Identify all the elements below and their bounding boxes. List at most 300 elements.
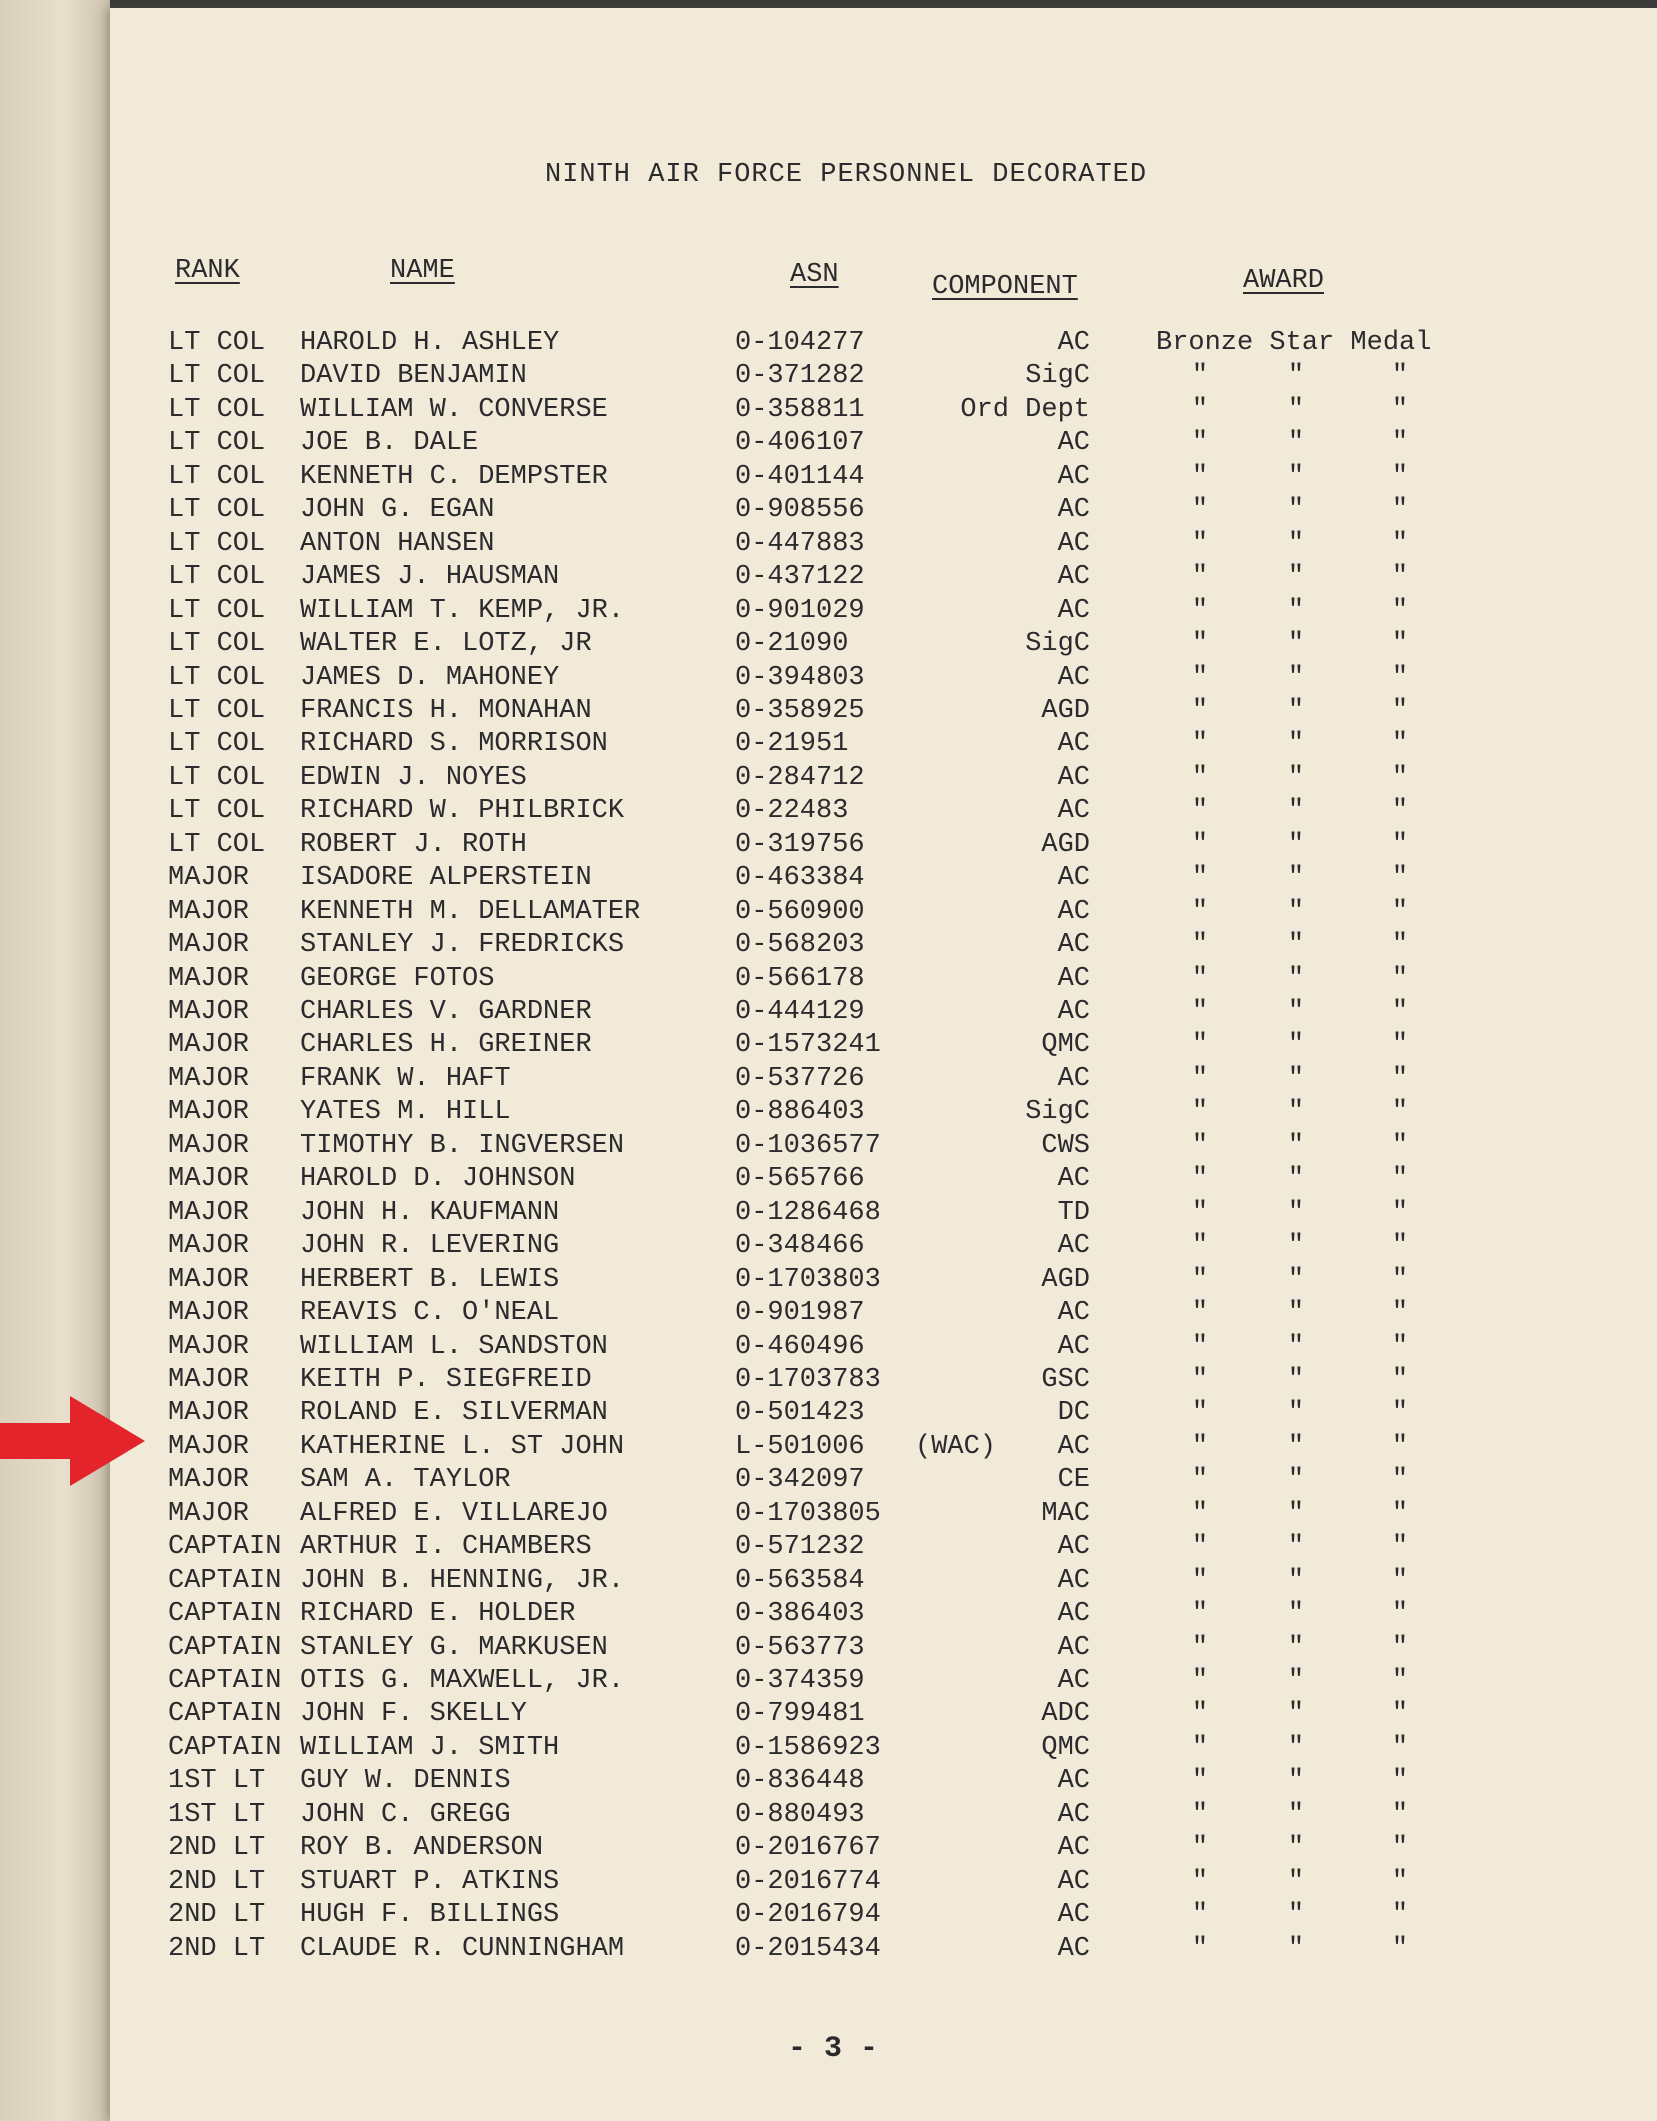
asn-cell: 0-1586923: [735, 1732, 881, 1763]
table-row: [0, 763, 1657, 796]
award-ditto-2: ": [1287, 997, 1305, 1027]
component-cell: AC: [1057, 1833, 1090, 1864]
award-ditto-1: ": [1191, 1565, 1209, 1596]
award-ditto-2: ": [1287, 461, 1305, 492]
award-ditto-1: ": [1191, 1197, 1209, 1228]
award-ditto-3: ": [1391, 1565, 1409, 1596]
name-cell: JOHN G. EGAN: [300, 495, 495, 526]
name-cell: TIMOTHY B. INGVERSEN: [300, 1130, 625, 1161]
name-cell: JOHN R. LEVERING: [300, 1231, 560, 1262]
award-ditto-2: ": [1287, 1632, 1305, 1663]
rank-cell: CAPTAIN: [168, 1532, 282, 1563]
award-ditto-3: ": [1391, 1465, 1409, 1496]
name-cell: HERBERT B. LEWIS: [300, 1264, 560, 1295]
award-ditto-3: ": [1391, 1498, 1409, 1529]
name-cell: WALTER E. LOTZ, JR: [300, 629, 592, 660]
name-cell: HUGH F. BILLINGS: [300, 1900, 560, 1931]
rank-cell: MAJOR: [168, 997, 250, 1027]
name-cell: KATHERINE L. ST JOHN: [300, 1431, 625, 1462]
name-cell: JOHN C. GREGG: [300, 1799, 511, 1830]
award-ditto-3: ": [1391, 762, 1409, 793]
rank-cell: LT COL: [168, 428, 266, 459]
component-cell: AC: [1057, 796, 1090, 827]
rank-cell: MAJOR: [168, 1431, 250, 1462]
award-ditto-3: ": [1391, 1197, 1409, 1228]
table-row: [0, 1398, 1657, 1431]
award-ditto-3: ": [1391, 662, 1409, 693]
table-row: [0, 1532, 1657, 1565]
award-ditto-1: ": [1191, 1599, 1209, 1630]
rank-cell: LT COL: [168, 829, 266, 860]
asn-cell: 0-447883: [735, 528, 865, 559]
header-asn: ASN: [790, 260, 839, 290]
award-ditto-1: ": [1191, 1532, 1209, 1563]
award-ditto-1: ": [1191, 896, 1209, 927]
award-ditto-1: ": [1191, 629, 1209, 660]
name-cell: JAMES J. HAUSMAN: [300, 562, 560, 593]
rank-cell: MAJOR: [168, 1197, 250, 1228]
component-cell: AC: [1057, 1565, 1090, 1596]
award-ditto-3: ": [1391, 1130, 1409, 1161]
asn-cell: 0-401144: [735, 461, 865, 492]
award-ditto-2: ": [1287, 1900, 1305, 1931]
award-ditto-3: ": [1391, 595, 1409, 626]
award-ditto-3: ": [1391, 1532, 1409, 1563]
name-cell: ISADORE ALPERSTEIN: [300, 863, 592, 894]
award-ditto-2: ": [1287, 1130, 1305, 1161]
award-ditto-3: ": [1391, 394, 1409, 425]
table-row: [0, 663, 1657, 696]
award-ditto-1: ": [1191, 1799, 1209, 1830]
component-cell: AC: [1057, 528, 1090, 559]
document-title: NINTH AIR FORCE PERSONNEL DECORATED: [545, 160, 1148, 190]
award-ditto-2: ": [1287, 1465, 1305, 1496]
award-ditto-3: ": [1391, 1398, 1409, 1429]
award-ditto-2: ": [1287, 1699, 1305, 1730]
name-cell: ROLAND E. SILVERMAN: [300, 1398, 608, 1429]
component-cell: TD: [1057, 1197, 1090, 1228]
award-ditto-2: ": [1287, 629, 1305, 660]
component-cell: AC: [1057, 1599, 1090, 1630]
award-ditto-2: ": [1287, 1364, 1305, 1395]
award-ditto-1: ": [1191, 1063, 1209, 1094]
component-cell: AGD: [1041, 829, 1090, 860]
award-ditto-1: ": [1191, 1900, 1209, 1931]
award-ditto-3: ": [1391, 695, 1409, 726]
award-ditto-2: ": [1287, 796, 1305, 827]
table-row: [0, 361, 1657, 394]
table-row: [0, 897, 1657, 930]
component-cell: AC: [1057, 495, 1090, 526]
rank-cell: CAPTAIN: [168, 1732, 282, 1763]
table-row: [0, 696, 1657, 729]
award-ditto-1: ": [1191, 963, 1209, 994]
table-row: [0, 328, 1657, 361]
rank-cell: MAJOR: [168, 896, 250, 927]
asn-cell: 0-571232: [735, 1532, 865, 1563]
asn-cell: 0-406107: [735, 428, 865, 459]
table-row: [0, 1432, 1657, 1465]
award-ditto-3: ": [1391, 461, 1409, 492]
award-ditto-1: ": [1191, 1666, 1209, 1696]
table-row: [0, 964, 1657, 997]
component-cell: AC: [1057, 662, 1090, 693]
award-ditto-2: ": [1287, 1766, 1305, 1797]
component-cell: SigC: [1025, 1097, 1090, 1128]
award-ditto-3: ": [1391, 1833, 1409, 1864]
table-row: [0, 1499, 1657, 1532]
name-cell: YATES M. HILL: [300, 1097, 511, 1128]
award-cell: Bronze Star Medal: [1156, 328, 1432, 358]
component-cell: SigC: [1025, 629, 1090, 660]
award-ditto-2: ": [1287, 1331, 1305, 1362]
award-ditto-1: ": [1191, 1097, 1209, 1128]
award-ditto-3: ": [1391, 1799, 1409, 1830]
page-top-edge: [110, 0, 1657, 8]
award-ditto-3: ": [1391, 1632, 1409, 1663]
name-cell: STUART P. ATKINS: [300, 1866, 560, 1897]
award-ditto-3: ": [1391, 863, 1409, 894]
header-award: AWARD: [1243, 266, 1325, 296]
component-cell: AC: [1057, 762, 1090, 793]
award-ditto-1: ": [1191, 1632, 1209, 1663]
table-row: [0, 1365, 1657, 1398]
component-cell: AC: [1057, 428, 1090, 459]
award-ditto-3: ": [1391, 1063, 1409, 1094]
name-cell: WILLIAM T. KEMP, JR.: [300, 595, 625, 626]
award-ditto-3: ": [1391, 1264, 1409, 1295]
award-ditto-3: ": [1391, 1599, 1409, 1630]
award-ditto-1: ": [1191, 428, 1209, 459]
asn-cell: 0-2016774: [735, 1866, 881, 1897]
table-row: [0, 1064, 1657, 1097]
award-ditto-1: ": [1191, 930, 1209, 961]
component-cell: AGD: [1041, 1264, 1090, 1295]
asn-cell: 0-463384: [735, 863, 865, 894]
table-row: [0, 1164, 1657, 1197]
table-row: [0, 1733, 1657, 1766]
table-row: [0, 1332, 1657, 1365]
header-rank: RANK: [175, 256, 240, 286]
table-row: [0, 1699, 1657, 1732]
award-ditto-3: ": [1391, 1030, 1409, 1061]
award-ditto-2: ": [1287, 1866, 1305, 1897]
asn-cell: 0-374359: [735, 1666, 865, 1696]
table-row: [0, 1666, 1657, 1699]
component-cell: AC: [1057, 729, 1090, 760]
asn-cell: 0-908556: [735, 495, 865, 526]
asn-cell: 0-901987: [735, 1298, 865, 1329]
award-ditto-1: ": [1191, 729, 1209, 760]
award-ditto-2: ": [1287, 1298, 1305, 1329]
award-ditto-3: ": [1391, 1431, 1409, 1462]
component-cell: AC: [1057, 930, 1090, 961]
award-ditto-3: ": [1391, 1331, 1409, 1362]
award-ditto-1: ": [1191, 394, 1209, 425]
asn-cell: 0-1036577: [735, 1130, 881, 1161]
name-cell: JOE B. DALE: [300, 428, 479, 459]
award-ditto-1: ": [1191, 562, 1209, 593]
table-row: [0, 1131, 1657, 1164]
award-ditto-1: ": [1191, 1933, 1209, 1964]
table-row: [0, 1900, 1657, 1933]
rank-cell: MAJOR: [168, 1364, 250, 1395]
award-ditto-3: ": [1391, 997, 1409, 1027]
component-cell: AC: [1057, 963, 1090, 994]
component-cell: AC: [1057, 1532, 1090, 1563]
award-ditto-2: ": [1287, 1030, 1305, 1061]
asn-cell: 0-358925: [735, 695, 865, 726]
award-ditto-2: ": [1287, 1197, 1305, 1228]
award-ditto-2: ": [1287, 1498, 1305, 1529]
award-ditto-2: ": [1287, 896, 1305, 927]
name-cell: CLAUDE R. CUNNINGHAM: [300, 1933, 625, 1964]
award-ditto-2: ": [1287, 863, 1305, 894]
name-cell: RICHARD E. HOLDER: [300, 1599, 576, 1630]
asn-cell: 0-358811: [735, 394, 865, 425]
asn-cell: 0-1703783: [735, 1364, 881, 1395]
asn-cell: 0-886403: [735, 1097, 865, 1128]
award-ditto-3: ": [1391, 1097, 1409, 1128]
component-cell: Ord Dept: [960, 394, 1090, 425]
award-ditto-1: ": [1191, 495, 1209, 526]
award-ditto-2: ": [1287, 428, 1305, 459]
name-cell: CHARLES V. GARDNER: [300, 997, 592, 1027]
award-ditto-2: ": [1287, 1799, 1305, 1830]
rank-cell: LT COL: [168, 662, 266, 693]
name-cell: ROBERT J. ROTH: [300, 829, 527, 860]
name-cell: RICHARD W. PHILBRICK: [300, 796, 625, 827]
rank-cell: LT COL: [168, 729, 266, 760]
asn-cell: 0-2016794: [735, 1900, 881, 1931]
award-ditto-1: ": [1191, 1231, 1209, 1262]
award-ditto-2: ": [1287, 829, 1305, 860]
award-ditto-3: ": [1391, 1364, 1409, 1395]
component-cell: AC: [1057, 896, 1090, 927]
name-cell: CHARLES H. GREINER: [300, 1030, 592, 1061]
rank-cell: CAPTAIN: [168, 1599, 282, 1630]
asn-cell: 0-21951: [735, 729, 849, 760]
asn-cell: 0-1703803: [735, 1264, 881, 1295]
award-ditto-3: ": [1391, 1732, 1409, 1763]
rank-cell: LT COL: [168, 595, 266, 626]
component-cell: AC: [1057, 1164, 1090, 1195]
award-ditto-1: ": [1191, 1732, 1209, 1763]
award-ditto-3: ": [1391, 796, 1409, 827]
table-row: [0, 863, 1657, 896]
award-ditto-1: ": [1191, 1465, 1209, 1496]
award-ditto-3: ": [1391, 1164, 1409, 1195]
rank-cell: LT COL: [168, 562, 266, 593]
name-cell: HAROLD D. JOHNSON: [300, 1164, 576, 1195]
component-cell: AC: [1057, 1298, 1090, 1329]
award-ditto-1: ": [1191, 528, 1209, 559]
name-cell: ANTON HANSEN: [300, 528, 495, 559]
table-row: [0, 1265, 1657, 1298]
asn-cell: 0-394803: [735, 662, 865, 693]
rank-cell: LT COL: [168, 695, 266, 726]
award-ditto-2: ": [1287, 1732, 1305, 1763]
rank-cell: CAPTAIN: [168, 1699, 282, 1730]
table-row: [0, 529, 1657, 562]
award-ditto-2: ": [1287, 1398, 1305, 1429]
award-ditto-1: ": [1191, 1130, 1209, 1161]
award-ditto-2: ": [1287, 1532, 1305, 1563]
name-cell: KEITH P. SIEGFREID: [300, 1364, 592, 1395]
award-ditto-2: ": [1287, 1933, 1305, 1964]
name-cell: EDWIN J. NOYES: [300, 762, 527, 793]
rank-cell: LT COL: [168, 361, 266, 392]
award-ditto-2: ": [1287, 1833, 1305, 1864]
name-cell: WILLIAM J. SMITH: [300, 1732, 560, 1763]
award-ditto-3: ": [1391, 1298, 1409, 1329]
award-ditto-2: ": [1287, 695, 1305, 726]
name-cell: JOHN B. HENNING, JR.: [300, 1565, 625, 1596]
award-ditto-3: ": [1391, 528, 1409, 559]
award-ditto-1: ": [1191, 461, 1209, 492]
award-ditto-1: ": [1191, 662, 1209, 693]
component-cell: CWS: [1041, 1130, 1090, 1161]
name-cell: JOHN F. SKELLY: [300, 1699, 527, 1730]
award-ditto-2: ": [1287, 1097, 1305, 1128]
rank-cell: 2ND LT: [168, 1933, 266, 1964]
rank-cell: LT COL: [168, 328, 266, 358]
name-cell: OTIS G. MAXWELL, JR.: [300, 1666, 625, 1696]
table-row: [0, 1030, 1657, 1063]
award-ditto-3: ": [1391, 1933, 1409, 1964]
award-ditto-3: ": [1391, 829, 1409, 860]
component-cell: AC: [1057, 1063, 1090, 1094]
asn-cell: 0-22483: [735, 796, 849, 827]
name-cell: ARTHUR I. CHAMBERS: [300, 1532, 592, 1563]
asn-cell: 0-560900: [735, 896, 865, 927]
name-cell: JAMES D. MAHONEY: [300, 662, 560, 693]
component-cell: SigC: [1025, 361, 1090, 392]
component-cell: AC: [1057, 328, 1090, 358]
component-cell: QMC: [1041, 1732, 1090, 1763]
component-cell: AC: [1057, 1331, 1090, 1362]
table-row: [0, 395, 1657, 428]
asn-cell: 0-1703805: [735, 1498, 881, 1529]
award-ditto-3: ": [1391, 896, 1409, 927]
award-ditto-2: ": [1287, 1231, 1305, 1262]
asn-cell: 0-501423: [735, 1398, 865, 1429]
asn-cell: 0-568203: [735, 930, 865, 961]
name-cell: FRANCIS H. MONAHAN: [300, 695, 592, 726]
asn-cell: 0-836448: [735, 1766, 865, 1797]
asn-cell: 0-901029: [735, 595, 865, 626]
award-ditto-1: ": [1191, 1398, 1209, 1429]
component-cell: AC: [1057, 1431, 1090, 1462]
name-cell: REAVIS C. O'NEAL: [300, 1298, 560, 1329]
asn-cell: 0-371282: [735, 361, 865, 392]
award-ditto-1: ": [1191, 762, 1209, 793]
table-row: [0, 729, 1657, 762]
award-ditto-1: ": [1191, 695, 1209, 726]
award-ditto-1: ": [1191, 1364, 1209, 1395]
award-ditto-2: ": [1287, 1599, 1305, 1630]
table-row: [0, 1833, 1657, 1866]
award-ditto-3: ": [1391, 1766, 1409, 1797]
rank-cell: CAPTAIN: [168, 1666, 282, 1696]
award-ditto-1: ": [1191, 1766, 1209, 1797]
asn-cell: 0-537726: [735, 1063, 865, 1094]
award-ditto-2: ": [1287, 1666, 1305, 1696]
asn-cell: 0-21090: [735, 629, 849, 660]
award-ditto-2: ": [1287, 930, 1305, 961]
asn-cell: 0-566178: [735, 963, 865, 994]
award-ditto-3: ": [1391, 1866, 1409, 1897]
table-row: [0, 997, 1657, 1030]
rank-cell: MAJOR: [168, 1331, 250, 1362]
award-ditto-3: ": [1391, 1900, 1409, 1931]
component-cell: AC: [1057, 1766, 1090, 1797]
component-cell: AC: [1057, 1799, 1090, 1830]
name-cell: RICHARD S. MORRISON: [300, 729, 608, 760]
table-row: [0, 596, 1657, 629]
name-cell: DAVID BENJAMIN: [300, 361, 527, 392]
header-name: NAME: [390, 256, 455, 286]
component-cell: AC: [1057, 562, 1090, 593]
rank-cell: LT COL: [168, 461, 266, 492]
component-cell: AC: [1057, 1632, 1090, 1663]
award-ditto-3: ": [1391, 428, 1409, 459]
component-cell: AC: [1057, 461, 1090, 492]
table-row: [0, 1097, 1657, 1130]
rank-cell: MAJOR: [168, 930, 250, 961]
award-ditto-3: ": [1391, 1666, 1409, 1696]
name-cell: GUY W. DENNIS: [300, 1766, 511, 1797]
component-cell: ADC: [1041, 1699, 1090, 1730]
table-row: [0, 1198, 1657, 1231]
award-ditto-3: ": [1391, 1699, 1409, 1730]
rank-cell: 2ND LT: [168, 1866, 266, 1897]
table-row: [0, 1465, 1657, 1498]
asn-cell: 0-319756: [735, 829, 865, 860]
asn-cell: 0-444129: [735, 997, 865, 1027]
red-arrow-icon: [0, 1396, 150, 1486]
component-cell: AC: [1057, 1866, 1090, 1897]
table-row: [0, 1766, 1657, 1799]
name-cell: ROY B. ANDERSON: [300, 1833, 544, 1864]
table-row: [0, 1800, 1657, 1833]
award-ditto-3: ": [1391, 361, 1409, 392]
rank-cell: MAJOR: [168, 1063, 250, 1094]
component-cell: CE: [1057, 1465, 1090, 1496]
component-cell: AC: [1057, 595, 1090, 626]
award-ditto-2: ": [1287, 1264, 1305, 1295]
asn-cell: 0-386403: [735, 1599, 865, 1630]
award-ditto-3: ": [1391, 495, 1409, 526]
asn-cell: 0-799481: [735, 1699, 865, 1730]
award-ditto-1: ": [1191, 1498, 1209, 1529]
asn-cell: 0-1573241: [735, 1030, 881, 1061]
rank-cell: MAJOR: [168, 1465, 250, 1496]
award-ditto-2: ": [1287, 762, 1305, 793]
name-cell: GEORGE FOTOS: [300, 963, 495, 994]
component-cell: DC: [1057, 1398, 1090, 1429]
rank-cell: LT COL: [168, 629, 266, 660]
rank-cell: MAJOR: [168, 1164, 250, 1195]
note-cell: (WAC): [915, 1431, 997, 1462]
award-ditto-1: ": [1191, 796, 1209, 827]
asn-cell: 0-348466: [735, 1231, 865, 1262]
award-ditto-1: ": [1191, 1431, 1209, 1462]
rank-cell: MAJOR: [168, 1231, 250, 1262]
rank-cell: MAJOR: [168, 863, 250, 894]
name-cell: STANLEY G. MARKUSEN: [300, 1632, 608, 1663]
name-cell: SAM A. TAYLOR: [300, 1465, 511, 1496]
